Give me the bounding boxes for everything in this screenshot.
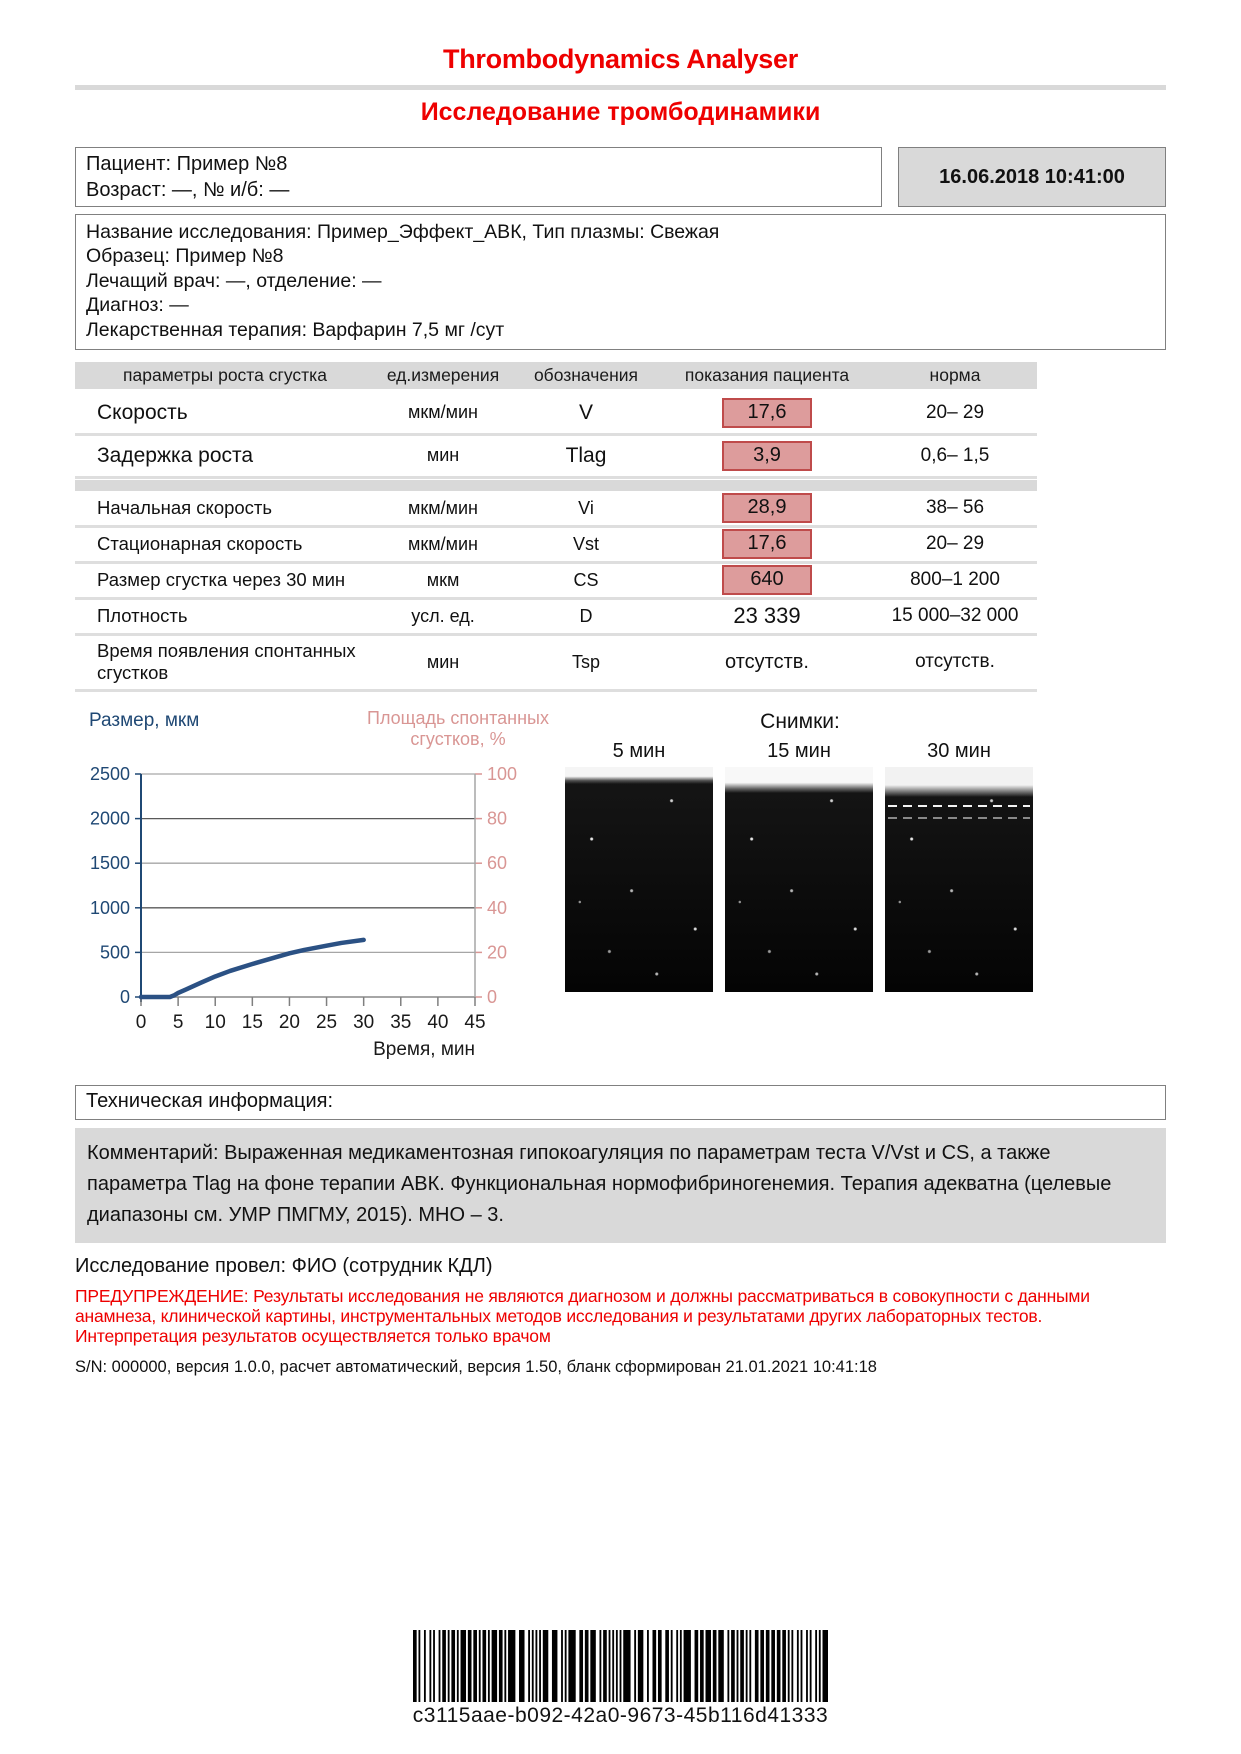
param-norm: 800–1 200	[910, 569, 1000, 591]
col-header-symbol: обозначения	[533, 364, 639, 385]
chart-axis-titles	[75, 708, 553, 760]
param-value: отсутств.	[725, 650, 809, 673]
param-value-cell	[661, 651, 873, 674]
patient-name-line: Пациент: Пример №8	[86, 153, 288, 175]
param-name: Задержка роста	[97, 443, 254, 467]
table-row-stationary-velocity	[75, 528, 1037, 564]
barcode-block	[0, 1630, 1241, 1728]
technical-info-header: Техническая информация:	[75, 1085, 1166, 1120]
warning-text: ПРЕДУПРЕЖДЕНИЕ: Результаты исследования не являются диагнозом и должны рассматриваться в совокупности с данными анамнеза, клинической картины, инструментальных методов исследования и результатами других лабораторных тестов. Интерпретация результатов осуществляется только врачом	[75, 1285, 1090, 1347]
param-norm: отсутств.	[915, 651, 995, 673]
col-header-norm: норма	[929, 364, 981, 385]
svg-text:45: 45	[464, 1011, 486, 1033]
param-name: Скорость	[97, 400, 188, 424]
param-symbol: D	[579, 605, 593, 626]
param-unit: мин	[426, 445, 460, 466]
param-unit: мин	[426, 651, 460, 672]
svg-text:35: 35	[390, 1011, 412, 1033]
snapshot-label-5min: 5 мин	[612, 739, 666, 762]
app-title: Thrombodynamics Analyser	[443, 44, 798, 74]
svg-text:20: 20	[487, 942, 508, 963]
param-norm: 20– 29	[925, 401, 985, 423]
identity-row	[75, 147, 1166, 207]
snapshot-label-15min: 15 мин	[767, 739, 831, 762]
param-unit: мкм	[426, 569, 460, 590]
comment-box: Комментарий: Выраженная медикаментозная гипокоагуляция по параметрам теста V/Vst и CS, а также параметра Tlag на фоне терапии АВК. Функциональная нормофибриногенемия. Терапия адекватна (целевые диапазоны см. УМР ПМГМУ, 2015). МНО – 3.	[75, 1128, 1166, 1243]
param-value-cell	[661, 441, 873, 471]
flagged-value: 640	[722, 565, 812, 595]
barcode-svg	[413, 1630, 828, 1702]
operator-line: Исследование провел: ФИО (сотрудник КДЛ)	[75, 1254, 493, 1277]
table-row-lag	[75, 436, 1037, 479]
parameters-table	[75, 362, 1037, 692]
flagged-value: 17,6	[722, 529, 812, 559]
visuals-row	[75, 708, 1166, 1065]
svg-text:0: 0	[119, 986, 130, 1007]
patient-box	[75, 147, 882, 207]
title-divider	[75, 85, 1166, 90]
table-row-spontaneous-clots	[75, 636, 1037, 692]
therapy-line: Лекарственная терапия: Варфарин 7,5 мг /сут	[86, 318, 505, 341]
param-unit: мкм/мин	[408, 533, 478, 554]
param-symbol: Vst	[572, 533, 599, 554]
snapshot-labels	[565, 740, 1035, 763]
snapshot-image-15min	[725, 767, 873, 992]
param-value-cell	[661, 398, 873, 428]
param-symbol: Vi	[578, 497, 594, 518]
snapshots-title: Снимки:	[760, 709, 840, 733]
svg-text:40: 40	[487, 897, 508, 918]
param-unit: мкм/мин	[408, 497, 478, 518]
snapshot-images	[565, 767, 1035, 992]
param-symbol: V	[578, 400, 593, 424]
right-axis-title: Площадь спонтанных сгустков, %	[367, 707, 549, 750]
param-unit: усл. ед.	[411, 605, 475, 626]
svg-text:30: 30	[353, 1011, 375, 1033]
param-symbol: Tlag	[565, 443, 607, 467]
param-name: Время появления спонтанных сгустков	[97, 640, 356, 684]
snapshot-image-30min	[885, 767, 1033, 992]
param-norm: 20– 29	[925, 533, 985, 555]
snapshots-block	[565, 708, 1035, 1065]
col-header-parameter: параметры роста сгустка	[123, 364, 327, 385]
param-symbol: Tsp	[571, 651, 600, 672]
param-norm: 38– 56	[925, 497, 985, 519]
svg-text:40: 40	[427, 1011, 449, 1033]
svg-text:2500: 2500	[89, 763, 130, 784]
col-header-patient-value: показания пациента	[684, 364, 850, 385]
table-section-separator	[75, 480, 1037, 491]
param-name: Размер сгустка через 30 мин	[97, 569, 346, 591]
patient-age-line: Возраст: —, № и/б: —	[86, 179, 290, 201]
param-value-cell	[661, 603, 873, 629]
svg-text:1500: 1500	[89, 853, 130, 874]
param-norm: 0,6– 1,5	[920, 444, 990, 466]
table-row-density	[75, 600, 1037, 636]
doctor-line: Лечащий врач: —, отделение: —	[86, 269, 382, 292]
barcode-text: c3115aae-b092-42a0-9673-45b116d41333	[412, 1704, 829, 1727]
snapshot-label-30min: 30 мин	[927, 739, 991, 762]
svg-text:100: 100	[487, 763, 518, 784]
study-datetime: 16.06.2018 10:41:00	[898, 147, 1166, 207]
growth-chart-plot	[75, 760, 553, 1060]
svg-text:1000: 1000	[89, 897, 130, 918]
svg-text:5: 5	[172, 1011, 184, 1033]
study-info-box	[75, 214, 1166, 350]
table-row-velocity	[75, 393, 1037, 436]
report-title: Исследование тромбодинамики	[420, 98, 821, 126]
param-value-cell	[661, 565, 873, 595]
param-name: Стационарная скорость	[97, 533, 303, 555]
svg-text:60: 60	[487, 853, 508, 874]
param-norm: 15 000–32 000	[891, 605, 1019, 627]
table-row-initial-velocity	[75, 492, 1037, 528]
svg-text:15: 15	[241, 1011, 263, 1033]
flagged-value: 17,6	[722, 398, 812, 428]
param-value-cell	[661, 529, 873, 559]
svg-text:10: 10	[204, 1011, 226, 1033]
svg-text:80: 80	[487, 808, 508, 829]
clot-growth-chart	[75, 708, 553, 1065]
svg-text:25: 25	[315, 1011, 338, 1033]
param-symbol: CS	[573, 569, 599, 590]
svg-text:Время, мин: Время, мин	[373, 1038, 475, 1060]
serial-number-line: S/N: 000000, версия 1.0.0, расчет автоматический, версия 1.50, бланк сформирован 21.01.2021 10:41:18	[75, 1358, 877, 1377]
param-value-cell	[661, 493, 873, 523]
param-name: Начальная скорость	[97, 497, 273, 519]
sample-line: Образец: Пример №8	[86, 245, 284, 268]
param-unit: мкм/мин	[408, 402, 478, 423]
diagnosis-line: Диагноз: —	[86, 294, 189, 317]
svg-text:0: 0	[135, 1011, 147, 1033]
flagged-value: 28,9	[722, 493, 812, 523]
param-name: Плотность	[97, 605, 188, 627]
left-axis-title: Размер, мкм	[89, 709, 200, 731]
snapshot-image-5min	[565, 767, 713, 992]
flagged-value: 3,9	[722, 441, 812, 471]
svg-text:0: 0	[487, 986, 498, 1007]
param-value: 23 339	[733, 603, 801, 629]
col-header-unit: ед.измерения	[386, 364, 500, 385]
svg-text:500: 500	[99, 942, 130, 963]
study-name-line: Название исследования: Пример_Эффект_АВК, Тип плазмы: Свежая	[86, 221, 720, 243]
svg-text:2000: 2000	[89, 808, 130, 829]
svg-text:20: 20	[278, 1011, 301, 1033]
table-row-clot-size	[75, 564, 1037, 600]
table-header-row	[75, 362, 1037, 389]
